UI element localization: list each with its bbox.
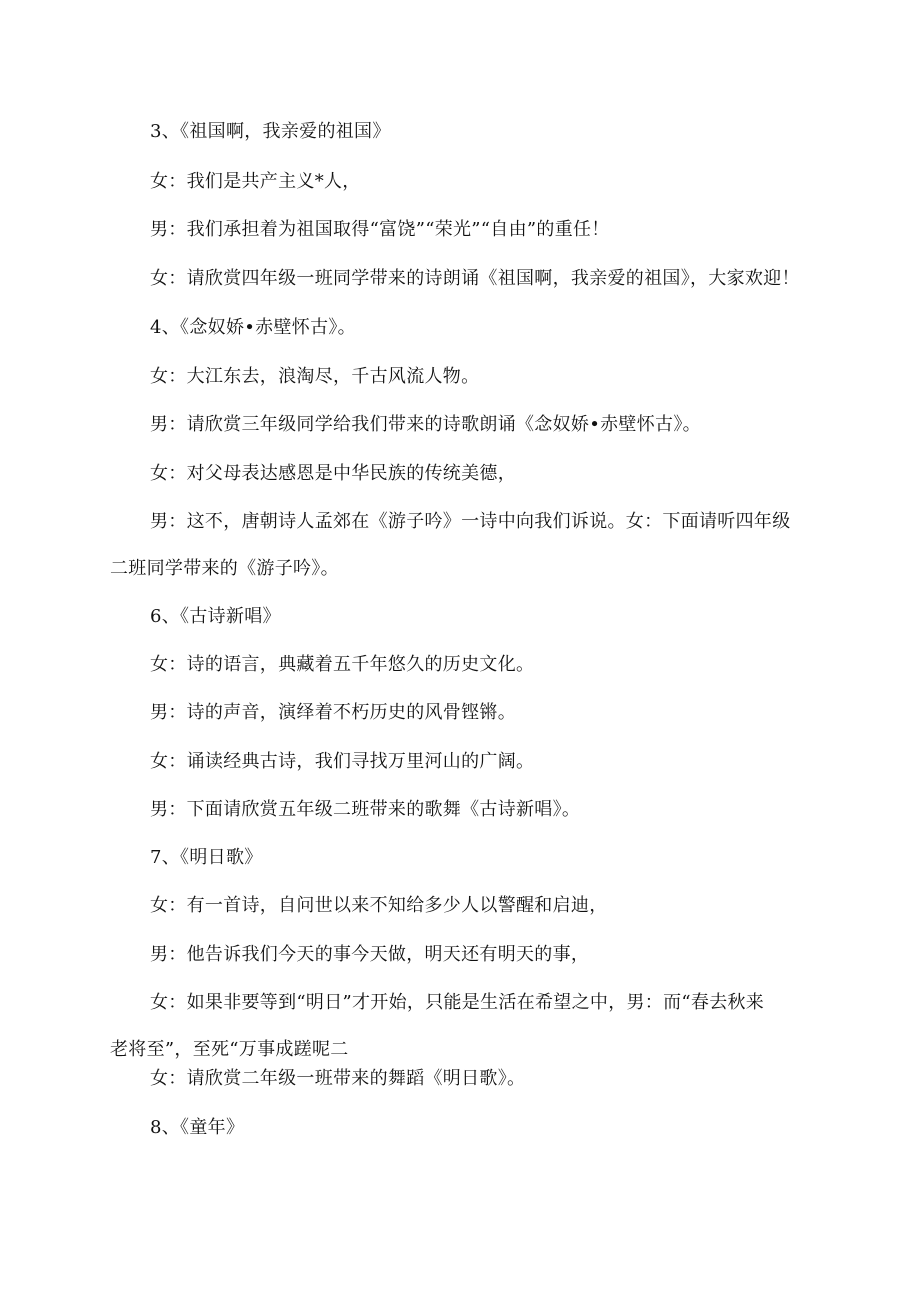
dialogue-line: 女：对父母表达感恩是中华民族的传统美德， — [150, 463, 516, 484]
dialogue-line: 男：诗的声音，演绎着不朽历史的风骨铿锵。 — [150, 702, 516, 723]
dialogue-line: 女：诗的语言，典藏着五千年悠久的历史文化。 — [150, 654, 535, 675]
dialogue-line: 女：请欣赏二年级一班带来的舞蹈《明日歌》。 — [150, 1068, 526, 1089]
section-heading-8: 8、《童年》 — [150, 1117, 245, 1138]
section-heading-3: 3、《祖国啊，我亲爱的祖国》 — [150, 121, 391, 142]
dialogue-line: 女：请欣赏四年级一班同学带来的诗朗诵《祖国啊，我亲爱的祖国》，大家欢迎！ — [150, 268, 800, 289]
dialogue-line: 女：大江东去，浪淘尽，千古风流人物。 — [150, 366, 480, 387]
section-heading-7: 7、《明日歌》 — [150, 847, 263, 868]
section-heading-4: 4、《念奴娇•赤壁怀古》。 — [150, 317, 356, 338]
dialogue-line: 男：他告诉我们今天的事今天做，明天还有明天的事， — [150, 944, 590, 965]
dialogue-line: 女：诵读经典古诗，我们寻找万里河山的广阔。 — [150, 751, 535, 772]
section-heading-6: 6、《古诗新唱》 — [150, 606, 281, 627]
dialogue-line-continuation: 老将至”，至死“万事成蹉呢二 — [110, 1039, 349, 1060]
dialogue-line: 男：下面请欣赏五年级二班带来的歌舞《古诗新唱》。 — [150, 799, 581, 820]
dialogue-line: 女：如果非要等到“明日”才开始，只能是生活在希望之中，男：而“春去秋来 — [150, 992, 765, 1013]
dialogue-line-continuation: 二班同学带来的《游子吟》。 — [110, 558, 339, 579]
dialogue-line: 女：我们是共产主义*人， — [150, 171, 361, 192]
dialogue-line: 男：我们承担着为祖国取得“富饶”“荣光”“自由”的重任！ — [150, 219, 610, 240]
dialogue-line: 男：请欣赏三年级同学给我们带来的诗歌朗诵《念奴娇•赤壁怀古》。 — [150, 414, 701, 435]
dialogue-line: 女：有一首诗，自问世以来不知给多少人以警醒和启迪， — [150, 895, 608, 916]
dialogue-line: 男：这不，唐朝诗人孟郊在《游子吟》一诗中向我们诉说。女：下面请听四年级 — [150, 511, 791, 532]
